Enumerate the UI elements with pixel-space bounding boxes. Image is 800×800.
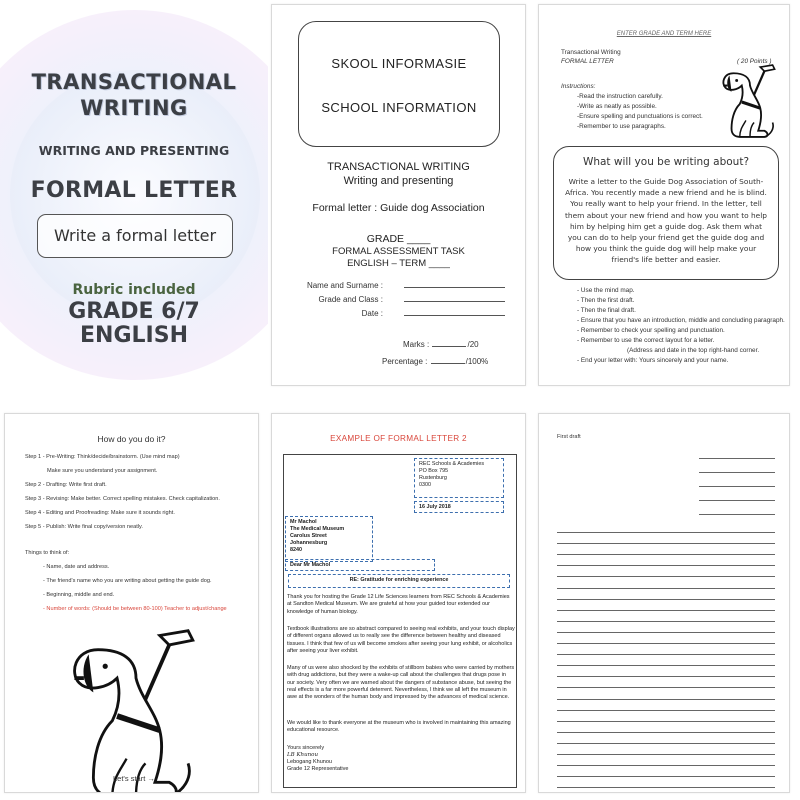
marks-row <box>403 340 479 349</box>
percentage-label: Percentage : <box>382 357 428 366</box>
step-item: - Use the mind map. <box>577 287 635 294</box>
letter-paragraph: Many of us were also shocked by the exhibits of stillborn babies who were carried by mothers with drug addictions, but they were a wake-up call about the challenges that drugs pose in our society. Very often we are warned about the dangers of substance abuse, but seeing the real effects is a far more powerful deterrent. Nevertheless, I think we all left the museum in awe at the wonders of the human body and impressed by the advances of medical science. <box>287 665 515 701</box>
signature: LB Khunou <box>287 752 319 758</box>
arrow-right-icon: → <box>147 774 155 783</box>
sender-line: REC Schools & Academies <box>419 461 485 467</box>
think-item: - The friend's name who you are writing about getting the guide dog. <box>43 578 212 584</box>
guide-dog-illustration <box>719 63 781 141</box>
percentage-suffix: /100% <box>465 357 489 366</box>
page-how-to <box>4 413 259 793</box>
writing-step: Step 2 - Drafting: Write first draft. <box>25 482 107 488</box>
page2-task: FORMAL ASSESSMENT TASK <box>332 246 465 257</box>
page-first-draft <box>538 413 790 793</box>
writing-line[interactable] <box>699 472 775 473</box>
example-heading: EXAMPLE OF FORMAL LETTER 2 <box>330 434 467 443</box>
letter-closing: Yours sincerely <box>287 745 325 751</box>
cover-title-line1: TRANSACTIONAL <box>31 70 237 94</box>
writing-line[interactable] <box>699 486 775 487</box>
recipient-line: Johannesburg <box>290 540 328 546</box>
recipient-line: 8240 <box>290 547 302 553</box>
sender-address <box>414 458 504 498</box>
cover-grade: GRADE 6/7 <box>68 299 200 324</box>
grade-class-field-label: Grade and Class : <box>318 295 383 304</box>
subject-line: RE: Gratitude for enriching experience <box>288 574 510 588</box>
cover-title-line2: WRITING <box>80 96 188 120</box>
lets-start-link[interactable] <box>113 774 155 783</box>
writing-line[interactable] <box>699 458 775 459</box>
cover-panel <box>0 0 268 400</box>
think-item: - Name, date and address. <box>43 564 110 570</box>
instruction-item: -Remember to use paragraphs. <box>577 123 666 130</box>
points-label: ( 20 Points ) <box>737 58 772 65</box>
writing-line[interactable] <box>557 599 775 600</box>
page2-heading2: Writing and presenting <box>343 175 454 187</box>
writing-line[interactable] <box>557 554 775 555</box>
cover-formal-letter: FORMAL LETTER <box>30 178 238 203</box>
signer-name: Lebogang Khunou <box>287 759 332 765</box>
step-item: - Then the first draft. <box>577 297 635 304</box>
prompt-bubble <box>553 146 779 280</box>
guide-dog-illustration-large <box>61 626 211 793</box>
page-school-information <box>271 4 526 386</box>
letter-paragraph: Thank you for hosting the Grade 12 Life Sciences learners from REC Schools & Academies at Sandton Medical Museum. We are grateful at how your guided tour extended our knowledge of human biology. <box>287 594 510 615</box>
date-field[interactable] <box>292 309 509 318</box>
think-item: - Beginning, middle and end. <box>43 592 115 598</box>
section-label: Transactional Writing <box>561 49 621 56</box>
writing-line[interactable] <box>557 576 775 577</box>
writing-step-note: Make sure you understand your assignment. <box>47 468 158 474</box>
date-field-label: Date : <box>361 309 383 318</box>
instruction-item: -Ensure spelling and punctuations is correct. <box>577 113 703 120</box>
writing-line[interactable] <box>557 765 775 766</box>
sender-line: PO Box 795 <box>419 468 449 474</box>
school-info-english: SCHOOL INFORMATION <box>321 100 477 115</box>
writing-step: Step 5 - Publish: Write final copy/version neatly. <box>25 524 143 530</box>
writing-line[interactable] <box>557 543 775 544</box>
school-info-afrikaans: SKOOL INFORMASIE <box>331 56 467 71</box>
marks-label: Marks : <box>403 340 430 349</box>
instruction-item: -Write as neatly as possible. <box>577 103 657 110</box>
writing-step: Step 1 - Pre-Writing: Think/decide/brainstorm. (Use mind map) <box>25 454 180 460</box>
writing-line[interactable] <box>557 687 775 688</box>
cover-task-box: Write a formal letter <box>37 214 233 258</box>
cover-subtitle: WRITING AND PRESENTING <box>38 143 230 158</box>
instructions-title: Instructions: <box>561 83 596 90</box>
writing-line[interactable] <box>557 787 775 788</box>
recipient-line: Mr Machol <box>290 519 317 525</box>
writing-line[interactable] <box>557 654 775 655</box>
page2-heading1: TRANSACTIONAL WRITING <box>327 161 470 173</box>
signer-title: Grade 12 Representative <box>287 766 349 772</box>
writing-line[interactable] <box>557 776 775 777</box>
writing-line[interactable] <box>557 621 775 622</box>
writing-line[interactable] <box>557 743 775 744</box>
step-item: (Address and date in the top right-hand corner. <box>627 347 760 354</box>
recipient-line: The Medical Museum <box>290 526 345 532</box>
writing-line[interactable] <box>557 754 775 755</box>
how-title: How do you do it? <box>97 434 166 444</box>
lets-start-label: Let's start <box>113 774 146 783</box>
prompt-text: Write a letter to the Guide Dog Association of South-Africa. You recently made a new friend and he is blind. You really want to help your friend. In the letter, tell them about your new friend and how you want to help him by helping him get a guide dog. Ask them what you can do to help your friend get the guide dog and how you think the guide dog will help make your friend's life better and easier. <box>565 177 767 265</box>
writing-line[interactable] <box>557 532 775 533</box>
name-field[interactable] <box>292 281 509 290</box>
sender-line: 0300 <box>419 482 431 488</box>
writing-line[interactable] <box>557 710 775 711</box>
writing-line[interactable] <box>699 514 775 515</box>
writing-step: Step 4 - Editing and Proofreading: Make sure it sounds right. <box>25 510 175 516</box>
letter-paragraph: Textbook illustrations are so abstract compared to seeing real exhibits, and your touch display of different organs allowed us to really see the difference between healthy and diseased tissues. I think that few of us will become smokes after seeing your lung exhibit, or alcoholics after seeing your liver exhibit. <box>287 626 515 654</box>
writing-line[interactable] <box>557 632 775 633</box>
step-item: - Remember to check your spelling and punctuation. <box>577 327 725 334</box>
salutation: Dear Mr Machol <box>285 559 435 571</box>
page-instructions <box>538 4 790 386</box>
instruction-item: -Read the instruction carefully. <box>577 93 663 100</box>
think-title: Things to think of: <box>25 550 70 556</box>
writing-line[interactable] <box>557 665 775 666</box>
writing-line[interactable] <box>557 643 775 644</box>
writing-line[interactable] <box>557 565 775 566</box>
page-example-letter <box>271 413 526 793</box>
recipient-line: Carolus Street <box>290 533 327 539</box>
grade-class-field[interactable] <box>292 295 509 304</box>
step-item: - Then the final draft. <box>577 307 636 314</box>
writing-line[interactable] <box>557 610 775 611</box>
step-item: - Remember to use the correct layout for a letter. <box>577 337 715 344</box>
writing-line[interactable] <box>557 699 775 700</box>
name-field-label: Name and Surname : <box>306 281 383 290</box>
page2-topic: Formal letter : Guide dog Association <box>312 202 485 214</box>
recipient-address <box>285 516 373 562</box>
letter-type: FORMAL LETTER <box>561 58 614 65</box>
step-item: - Ensure that you have an introduction, middle and concluding paragraph. <box>577 317 785 324</box>
letter-date: 16 July 2018 <box>414 501 504 513</box>
writing-line[interactable] <box>557 732 775 733</box>
writing-line[interactable] <box>557 588 775 589</box>
letter-paragraph: We would like to thank everyone at the museum who is involved in maintaining this amazing educational resource. <box>287 720 511 734</box>
step-item: - End your letter with: Yours sincerely and your name. <box>577 357 729 364</box>
writing-line[interactable] <box>557 676 775 677</box>
page2-term: ENGLISH – TERM ____ <box>347 258 450 269</box>
marks-total: /20 <box>467 340 479 349</box>
think-item-word-count: - Number of words: (Should be between 80-100) Teacher to adjust/change <box>43 606 227 612</box>
percentage-row <box>382 357 488 366</box>
writing-step: Step 3 - Revising: Make better. Correct spelling mistakes. Check capitalization. <box>25 496 220 502</box>
school-info-box <box>298 21 500 147</box>
writing-line[interactable] <box>557 721 775 722</box>
cover-subject: ENGLISH <box>80 323 188 348</box>
writing-line[interactable] <box>699 500 775 501</box>
first-draft-label: First draft <box>557 434 581 440</box>
grade-term-header: ENTER GRADE AND TERM HERE <box>616 31 712 37</box>
sender-line: Rustenburg <box>419 475 447 481</box>
prompt-question: What will you be writing about? <box>582 156 750 168</box>
cover-rubric: Rubric included <box>72 282 196 298</box>
page2-grade: GRADE ____ <box>366 233 431 245</box>
